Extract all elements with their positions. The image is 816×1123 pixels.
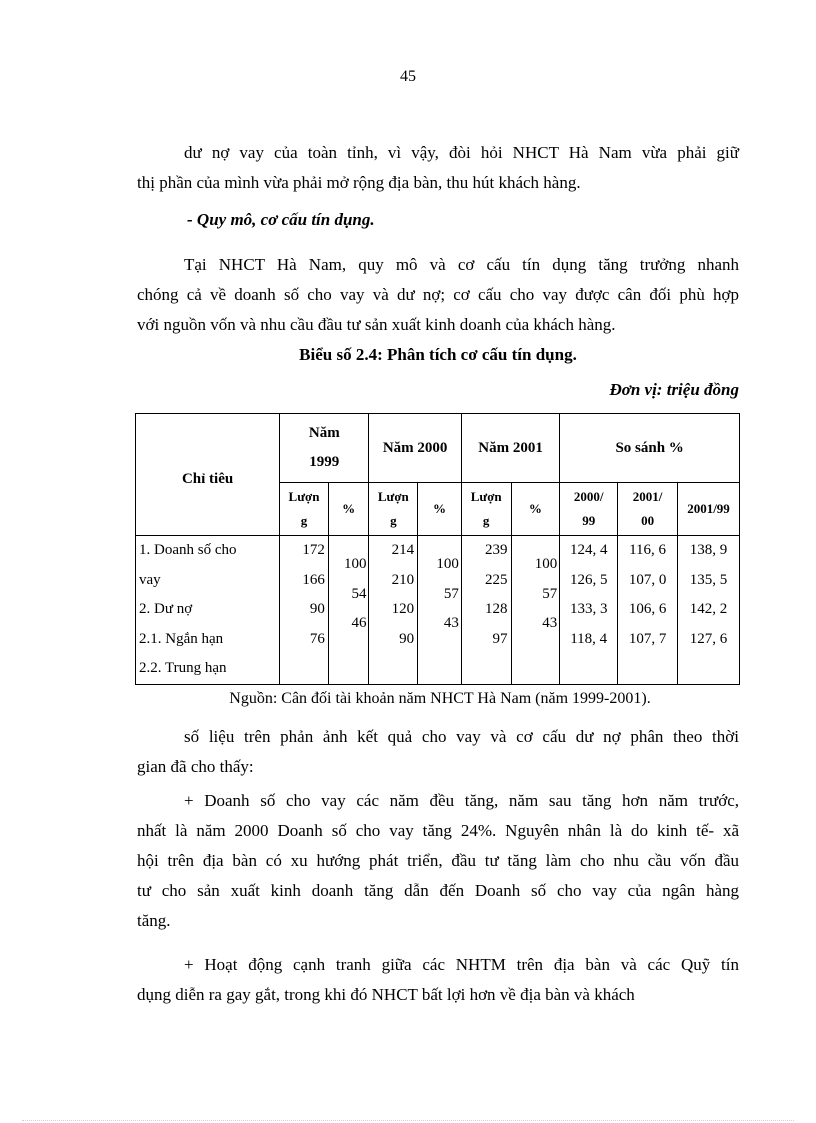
credit-structure-table <box>135 413 740 685</box>
sub-pct-2001: % <box>511 483 560 536</box>
paragraph-competition <box>137 950 739 1010</box>
header-year-1999 <box>280 414 369 483</box>
sub-compare-2001-99: 2001/99 <box>678 483 740 536</box>
header-year-2000: Năm 2000 <box>369 414 461 483</box>
paragraph-line: chóng cả về doanh số cho vay và dư nợ; cơ cấu cho vay được cân đối phù hợp <box>137 285 739 304</box>
amount-2001-cell: 239 225 128 97 <box>461 536 511 685</box>
table-caption: Biểu số 2.4: Phân tích cơ cấu tín dụng. <box>299 345 577 364</box>
paragraph-line: gian đã cho thấy: <box>137 757 254 776</box>
paragraph-line: hội trên địa bàn có xu hướng phát triển, đầu tư tăng làm cho nhu cầu vốn đầu <box>137 851 739 870</box>
header-compare: So sánh % <box>560 414 740 483</box>
sub-compare-2001-00: 2001/ 00 <box>618 483 678 536</box>
sub-amount-1999: Lượn g <box>280 483 329 536</box>
amount-2000-cell: 214 210 120 90 <box>369 536 418 685</box>
paragraph-line: + Hoạt động cạnh tranh giữa các NHTM trên địa bàn và các Quỹ tín <box>184 955 739 974</box>
table-source: Nguồn: Cân đối tài khoản năm NHCT Hà Nam (năm 1999-2001). <box>229 690 651 707</box>
sub-compare-2000-99: 2000/ 99 <box>560 483 618 536</box>
header-1999-line1: Năm <box>308 425 340 441</box>
compare-2001-00-cell: 116, 6 107, 0 106, 6 107, 7 <box>618 536 678 685</box>
header-1999-line2: 1999 <box>309 454 340 470</box>
pct-2000-cell: 100 57 43 <box>418 536 462 685</box>
label-short-term: 2.1. Ngắn hạn <box>139 630 224 647</box>
unit-label: Đơn vị: triệu đồng <box>609 380 739 399</box>
paragraph-line: thị phần của mình vừa phải mở rộng địa bàn, thu hút khách hàng. <box>137 173 581 192</box>
table-body-row <box>136 536 740 685</box>
paragraph-line: nhất là năm 2000 Doanh số cho vay tăng 24%. Nguyên nhân là do kinh tế- xã <box>137 821 739 840</box>
paragraph-line: + Doanh số cho vay các năm đều tăng, năm sau tăng hơn năm trước, <box>184 791 739 810</box>
compare-2001-99-cell: 138, 9 135, 5 142, 2 127, 6 <box>678 536 740 685</box>
paragraph-line: Tại NHCT Hà Nam, quy mô và cơ cấu tín dụng tăng trưởng nhanh <box>184 255 739 274</box>
header-year-2001: Năm 2001 <box>461 414 559 483</box>
page-footer-divider <box>22 1120 794 1121</box>
sub-amount-2001: Lượn g <box>461 483 511 536</box>
table-header-row <box>136 414 740 483</box>
label-revenue-line1: 1. Doanh số cho <box>139 542 237 558</box>
pct-2001-cell: 100 57 43 <box>511 536 560 685</box>
paragraph-line: tăng. <box>137 911 171 930</box>
paragraph-line: dụng diễn ra gay gắt, trong khi đó NHCT bất lợi hơn về địa bàn và khách <box>137 985 635 1004</box>
compare-2000-99-cell: 124, 4 126, 5 133, 3 118, 4 <box>560 536 618 685</box>
paragraph-intro <box>137 138 739 198</box>
label-revenue-line2: vay <box>139 571 161 588</box>
paragraph-revenue <box>137 786 739 936</box>
label-medium-term: 2.2. Trung hạn <box>139 660 227 676</box>
paragraph-scale <box>137 250 739 340</box>
paragraph-line: số liệu trên phản ảnh kết quả cho vay và cơ cấu dư nợ phân theo thời <box>184 727 739 746</box>
sub-pct-1999: % <box>328 483 369 536</box>
section-heading: - Quy mô, cơ cấu tín dụng. <box>187 210 375 229</box>
pct-1999-cell: 100 54 46 <box>328 536 369 685</box>
paragraph-line: tư cho sản xuất kinh doanh tăng dẫn đến Doanh số cho vay của ngân hàng <box>137 881 739 900</box>
paragraph-line: dư nợ vay của toàn tỉnh, vì vậy, đòi hỏi NHCT Hà Nam vừa phải giữ <box>184 143 739 162</box>
page-number: 45 <box>400 68 416 85</box>
paragraph-line: với nguồn vốn và nhu cầu đầu tư sản xuất kinh doanh của khách hàng. <box>137 315 616 334</box>
paragraph-analysis <box>137 722 739 782</box>
amount-1999-cell: 172 166 90 76 <box>280 536 329 685</box>
header-indicator: Chỉ tiêu <box>136 414 280 536</box>
indicator-labels <box>136 536 280 685</box>
sub-pct-2000: % <box>418 483 462 536</box>
label-outstanding: 2. Dư nợ <box>139 601 193 617</box>
sub-amount-2000: Lượn g <box>369 483 418 536</box>
